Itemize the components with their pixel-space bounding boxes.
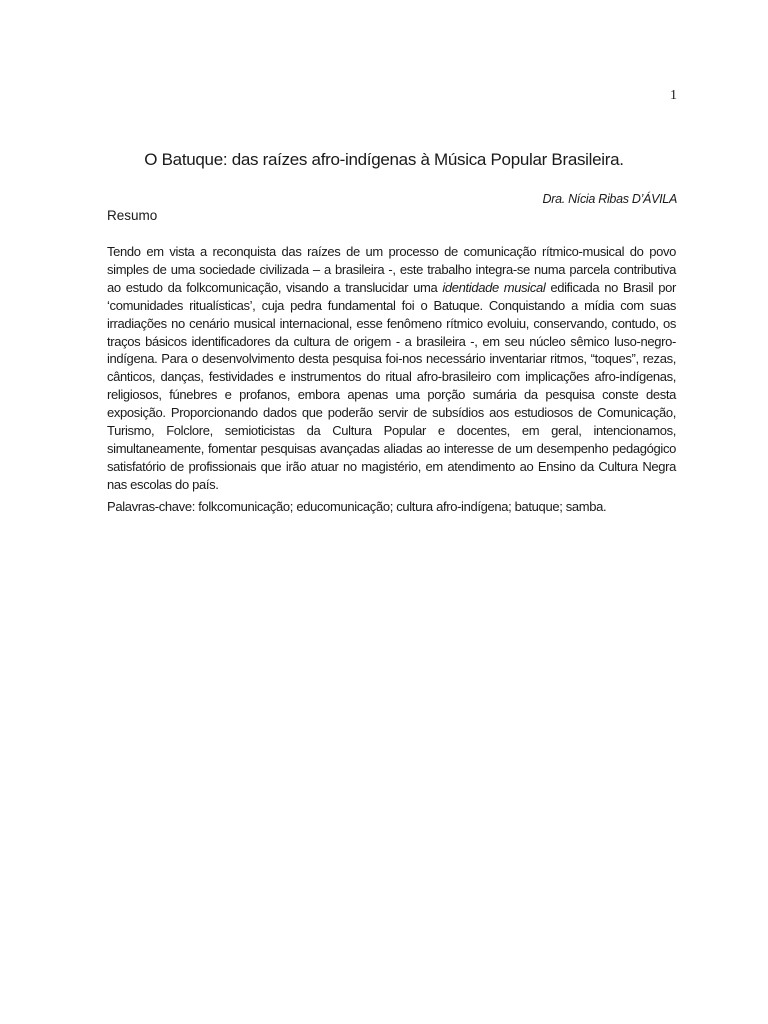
author-name: Dra. Nícia Ribas D’ÁVILA [542,192,677,206]
keywords-label: Palavras-chave: [107,499,195,514]
abstract-emphasis: identidade musical [442,279,546,295]
abstract-text-part1: Tendo em vista a reconquista das raízes de um processo de comunicação rítmico-musical do povo simples de uma sociedade civilizada – a brasileira -, este trabalho integra-se numa parcela contributiva ao estudo da folkcomunicação, visando a translucidar uma [107,244,676,295]
abstract-heading: Resumo [107,208,158,223]
abstract-paragraph [107,243,676,494]
keywords-line [107,499,676,514]
page-number: 1 [670,88,677,103]
abstract-text-part2: edificada no Brasil por ‘comunidades ritualísticas’, cuja pedra fundamental foi o Batuque. Conquistando a mídia com suas irradiações no cenário musical internacional, esse fenômeno rítmico evoluiu, conservando, contudo, os traços básicos identificadores da cultura de origem - a brasileira -, em seu núcleo sêmico luso-negro-indígena. Para o desenvolvimento desta pesquisa foi-nos necessário inventariar ritmos, “toques”, rezas, cânticos, danças, festividades e instrumentos do ritual afro-brasileiro com implicações afro-indígenas, religiosos, fúnebres e profanos, embora apenas uma porção sumária da pesquisa conste desta exposição. Proporcionando dados que poderão servir de subsídios aos estudiosos de Comunicação, Turismo, Folclore, semioticistas da Cultura Popular e docentes, em geral, intencionamos, simultaneamente, fomentar pesquisas avançadas aliadas ao interesse de um desempenho pedagógico satisfatório de profissionais que irão atuar no magistério, em atendimento ao Ensino da Cultura Negra nas escolas do país. [107,279,676,492]
keywords-text: folkcomunicação; educomunicação; cultura afro-indígena; batuque; samba. [194,499,607,514]
document-title: O Batuque: das raízes afro-indígenas à Música Popular Brasileira. [144,150,624,169]
